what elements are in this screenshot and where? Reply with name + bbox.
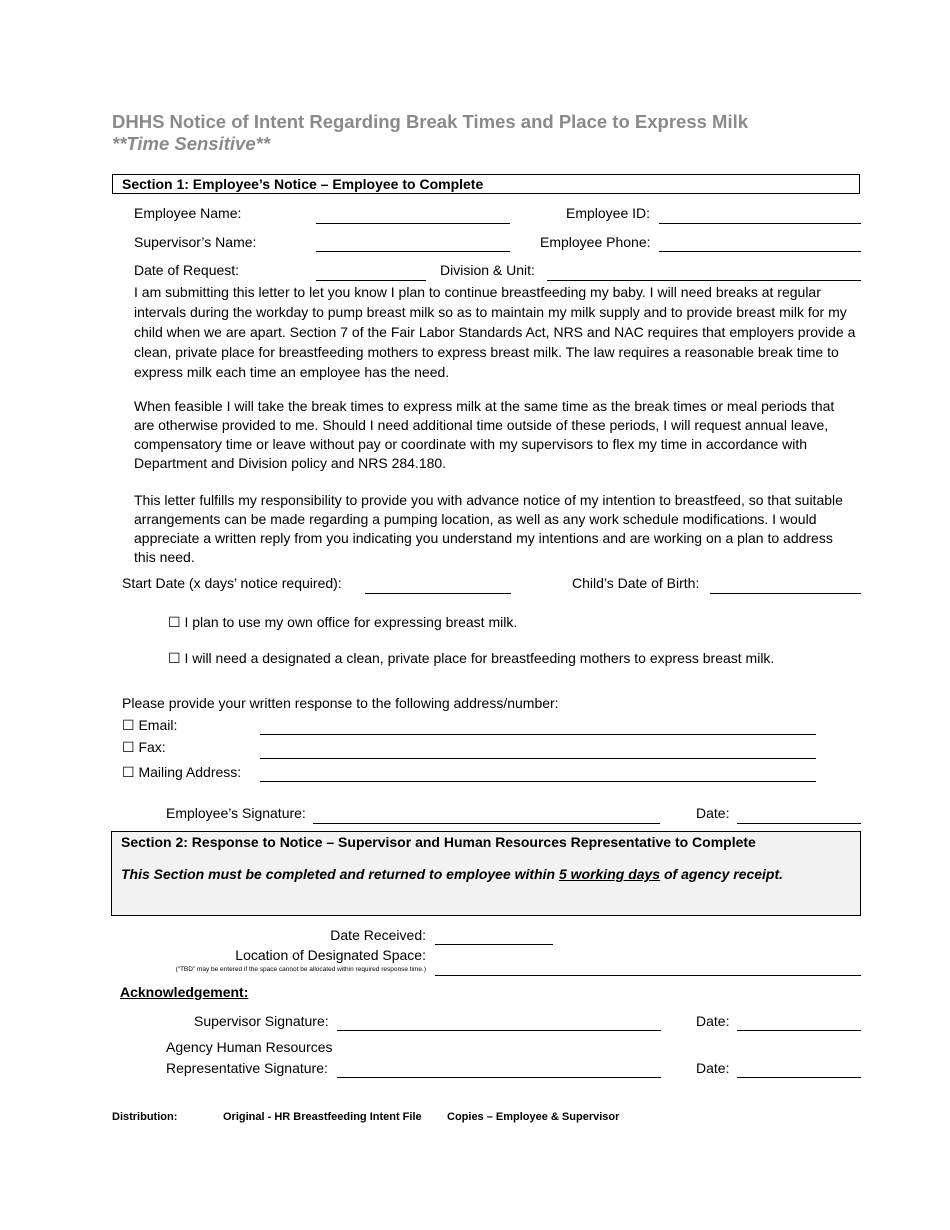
hr-label-line2: Representative Signature: bbox=[166, 1060, 328, 1076]
date-received-field[interactable] bbox=[435, 944, 553, 945]
designated-space-checkbox[interactable]: ☐ I will need a designated a clean, private place for breastfeeding mothers to express breast milk. bbox=[168, 650, 775, 666]
employee-signature-field[interactable] bbox=[313, 823, 660, 824]
start-date-field[interactable] bbox=[365, 593, 511, 594]
employee-name-field[interactable] bbox=[316, 223, 510, 224]
location-field[interactable] bbox=[435, 975, 861, 976]
supervisor-date-label: Date: bbox=[696, 1013, 730, 1029]
distribution-copies: Copies – Employee & Supervisor bbox=[447, 1111, 620, 1123]
supervisor-name-label: Supervisor’s Name: bbox=[134, 234, 257, 250]
date-of-request-label: Date of Request: bbox=[134, 262, 240, 278]
own-office-checkbox[interactable]: ☐ I plan to use my own office for expressing breast milk. bbox=[168, 614, 518, 630]
email-checkbox[interactable]: ☐ Email: bbox=[122, 717, 178, 733]
employee-date-field[interactable] bbox=[737, 823, 861, 824]
hr-signature-field[interactable] bbox=[337, 1077, 661, 1078]
break-times-paragraph: When feasible I will take the break times to express milk at the same time as the break times or meal periods that are otherwise provided to me. Should I need additional time outside of these periods, I will request annual leave, compensatory time or leave without pay or coordinate with my supervisors to flex my time in accordance with Department and Division policy and NRS 284.180. bbox=[134, 398, 835, 471]
section1-heading: Section 1: Employee’s Notice – Employee to Complete bbox=[122, 176, 484, 192]
division-unit-label: Division & Unit: bbox=[440, 262, 535, 278]
supervisor-name-field[interactable] bbox=[316, 251, 510, 252]
division-unit-field[interactable] bbox=[547, 280, 861, 281]
tbd-note: (“TBD” may be entered if the space cannot be allocated within required response time.) bbox=[175, 966, 426, 973]
acknowledgement-heading: Acknowledgement: bbox=[120, 984, 249, 1000]
hr-label-line1: Agency Human Resources bbox=[166, 1039, 333, 1055]
distribution-original: Original - HR Breastfeeding Intent File bbox=[223, 1111, 422, 1123]
employee-id-label: Employee ID: bbox=[566, 205, 651, 221]
employee-id-field[interactable] bbox=[659, 223, 861, 224]
mailing-address-field[interactable] bbox=[260, 781, 816, 782]
fax-field[interactable] bbox=[260, 758, 816, 759]
section2-deadline-note bbox=[121, 866, 783, 882]
employee-date-label: Date: bbox=[696, 805, 730, 821]
employee-phone-field[interactable] bbox=[659, 251, 861, 252]
form-title: DHHS Notice of Intent Regarding Break Times and Place to Express Milk bbox=[112, 111, 749, 132]
section2-heading: Section 2: Response to Notice – Supervisor and Human Resources Representative to Complete bbox=[121, 834, 756, 850]
mailing-address-checkbox[interactable]: ☐ Mailing Address: bbox=[122, 764, 242, 780]
advance-notice-paragraph: This letter fulfills my responsibility to provide you with advance notice of my intention to breastfeed, so that suitable arrangements can be made regarding a pumping location, as well as any work schedule modifications. I would appreciate a written reply from you indicating you understand my intentions and are working on a plan to address this need. bbox=[134, 492, 843, 565]
section1-header-box bbox=[112, 174, 860, 194]
supervisor-signature-field[interactable] bbox=[337, 1030, 661, 1031]
section2-box bbox=[111, 831, 861, 916]
supervisor-date-field[interactable] bbox=[737, 1030, 861, 1031]
location-label: Location of Designated Space: bbox=[235, 947, 426, 963]
intent-paragraph: I am submitting this letter to let you know I plan to continue breastfeeding my baby. I will need breaks at regular intervals during the workday to pump breast milk so as to maintain my milk supply and to provide breast milk for my child when we are apart. Section 7 of the Fair Labor Standards Act, NRS and NAC requires that employers provide a clean, private place for breastfeeding mothers to express breast milk. The law requires a reasonable break time to express milk each time an employee has the need. bbox=[134, 284, 856, 380]
date-of-request-field[interactable] bbox=[316, 280, 426, 281]
child-dob-field[interactable] bbox=[710, 593, 861, 594]
working-days-emphasis: 5 working days bbox=[558, 866, 661, 882]
deadline-note-end: of agency receipt. bbox=[660, 866, 784, 882]
time-sensitive-subtitle: **Time Sensitive** bbox=[112, 133, 271, 154]
fax-checkbox[interactable]: ☐ Fax: bbox=[122, 739, 166, 755]
supervisor-signature-label: Supervisor Signature: bbox=[194, 1013, 329, 1029]
distribution-label: Distribution: bbox=[112, 1111, 178, 1123]
employee-name-label: Employee Name: bbox=[134, 205, 242, 221]
start-date-label: Start Date (x days’ notice required): bbox=[122, 575, 342, 591]
employee-signature-label: Employee’s Signature: bbox=[166, 805, 306, 821]
hr-date-label: Date: bbox=[696, 1060, 730, 1076]
employee-phone-label: Employee Phone: bbox=[540, 234, 651, 250]
date-received-label: Date Received: bbox=[330, 927, 426, 943]
deadline-note-start: This Section must be completed and returned to employee within bbox=[121, 866, 559, 882]
response-prompt: Please provide your written response to the following address/number: bbox=[122, 695, 559, 711]
email-field[interactable] bbox=[260, 734, 816, 735]
child-dob-label: Child’s Date of Birth: bbox=[572, 575, 700, 591]
hr-date-field[interactable] bbox=[737, 1077, 861, 1078]
